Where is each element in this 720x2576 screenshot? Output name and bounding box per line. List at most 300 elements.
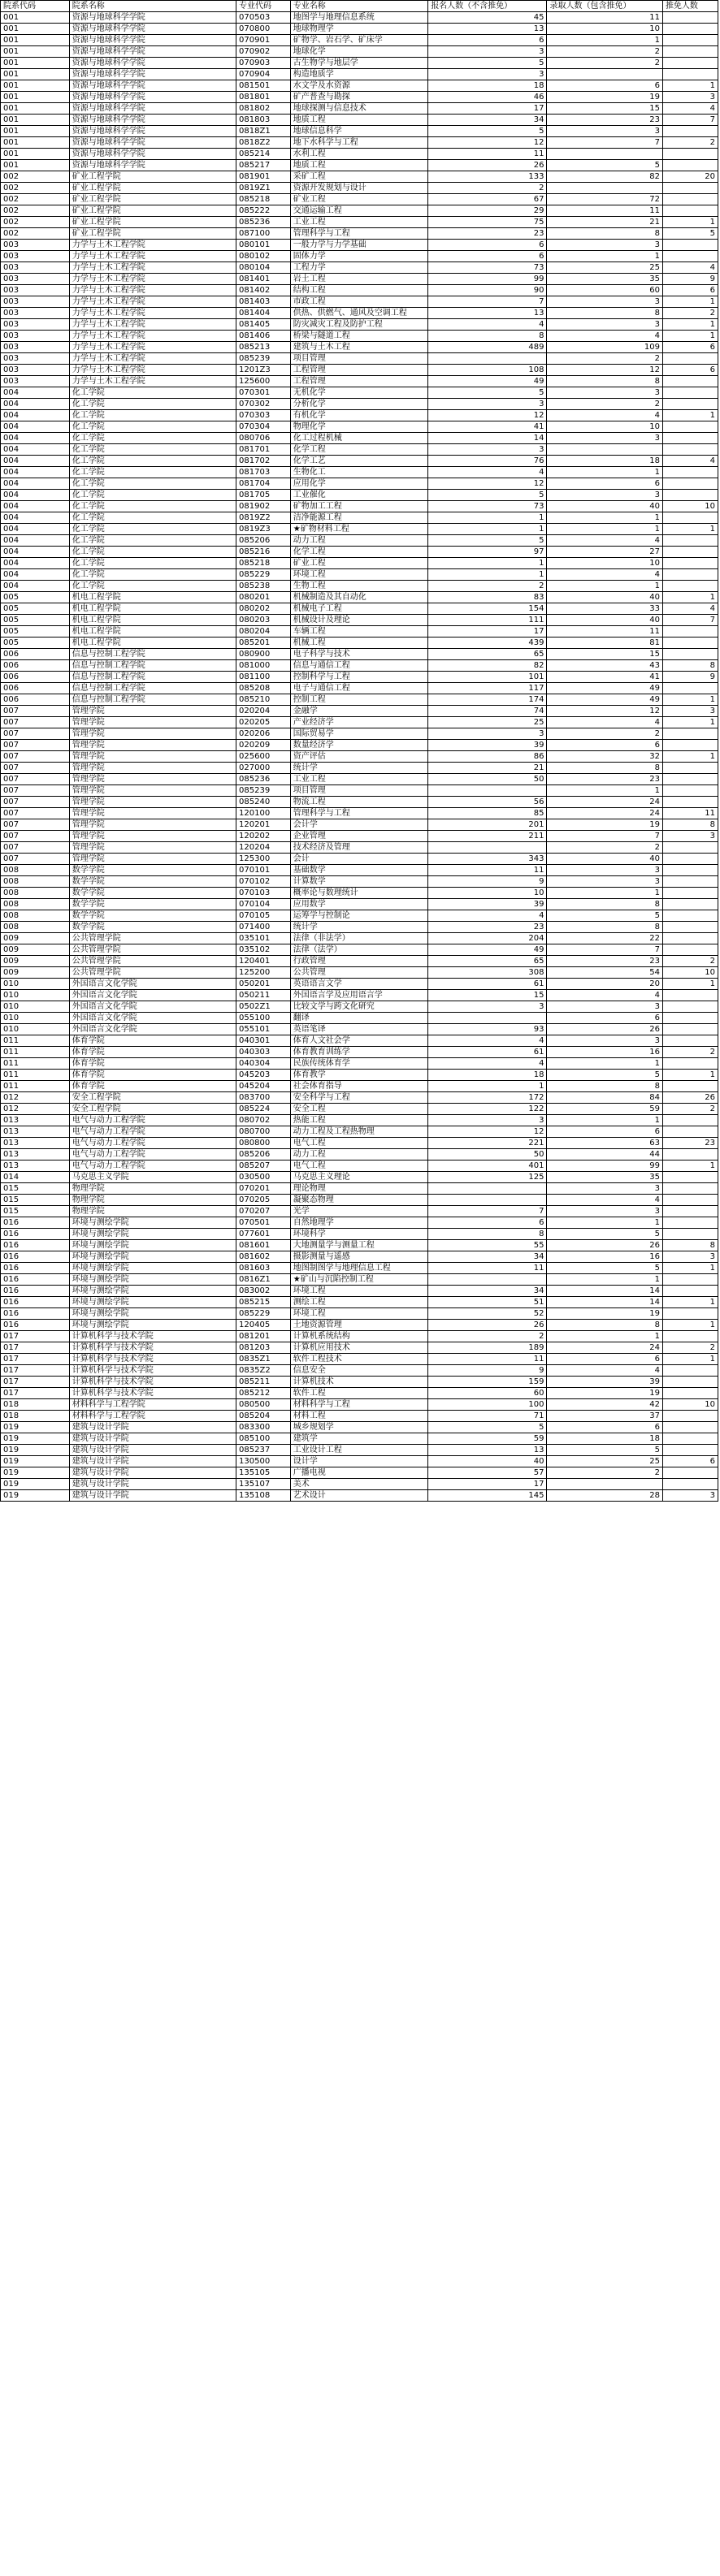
applicants-cell: 439 xyxy=(428,638,547,649)
major-code-cell: 070207 xyxy=(236,1206,291,1217)
dept-name-cell: 安全工程学院 xyxy=(69,1104,236,1115)
applicants-cell: 83 xyxy=(428,592,547,603)
major-name-cell: 动力工程及工程热物理 xyxy=(290,1126,427,1138)
major-code-cell: 135105 xyxy=(236,1467,291,1479)
table-row xyxy=(1,1104,718,1115)
applicants-cell: 49 xyxy=(428,376,547,387)
table-row xyxy=(1,1456,718,1467)
major-name-cell: 计算机应用技术 xyxy=(290,1342,427,1354)
table-row xyxy=(1,35,718,46)
dept-code-cell: 007 xyxy=(1,831,70,842)
dept-name-cell: 资源与地球科学学院 xyxy=(69,126,236,137)
major-name-cell: 材料工程 xyxy=(290,1411,427,1422)
table-row xyxy=(1,387,718,399)
admitted-cell: 4 xyxy=(547,990,662,1001)
recommended-cell: 1 xyxy=(662,1070,718,1081)
table-row xyxy=(1,24,718,35)
dept-name-cell: 力学与土木工程学院 xyxy=(69,262,236,274)
admitted-cell: 1 xyxy=(547,512,662,524)
major-code-cell: 040303 xyxy=(236,1047,291,1058)
dept-code-cell: 007 xyxy=(1,740,70,751)
applicants-cell: 40 xyxy=(428,1456,547,1467)
dept-name-cell: 计算机科学与技术学院 xyxy=(69,1388,236,1399)
admitted-cell: 15 xyxy=(547,649,662,660)
table-row xyxy=(1,944,718,956)
table-row xyxy=(1,1388,718,1399)
dept-code-cell: 003 xyxy=(1,353,70,365)
major-code-cell: 120204 xyxy=(236,842,291,854)
applicants-cell: 6 xyxy=(428,251,547,262)
major-name-cell: 分析化学 xyxy=(290,399,427,410)
major-name-cell: 环境工程 xyxy=(290,569,427,581)
major-name-cell: 矿物加工工程 xyxy=(290,501,427,512)
dept-name-cell: 环境与测绘学院 xyxy=(69,1297,236,1308)
dept-name-cell: 计算机科学与技术学院 xyxy=(69,1342,236,1354)
recommended-cell xyxy=(662,478,718,490)
dept-name-cell: 信息与控制工程学院 xyxy=(69,694,236,706)
recommended-cell xyxy=(662,1195,718,1206)
admitted-cell: 1 xyxy=(547,888,662,899)
applicants-cell xyxy=(428,1274,547,1286)
table-row xyxy=(1,763,718,774)
dept-code-cell: 016 xyxy=(1,1297,70,1308)
major-name-cell: 车辆工程 xyxy=(290,626,427,638)
dept-name-cell: 化工学院 xyxy=(69,581,236,592)
admitted-cell: 10 xyxy=(547,558,662,569)
applicants-cell: 34 xyxy=(428,115,547,126)
dept-name-cell: 管理学院 xyxy=(69,751,236,763)
applicants-cell: 13 xyxy=(428,1445,547,1456)
recommended-cell xyxy=(662,569,718,581)
admitted-cell: 7 xyxy=(547,137,662,149)
table-row xyxy=(1,274,718,285)
dept-name-cell: 物理学院 xyxy=(69,1195,236,1206)
major-code-cell: 0819Z1 xyxy=(236,183,291,194)
applicants-cell: 67 xyxy=(428,194,547,205)
table-row xyxy=(1,126,718,137)
admitted-cell: 6 xyxy=(547,80,662,92)
dept-code-cell: 003 xyxy=(1,319,70,331)
recommended-cell xyxy=(662,353,718,365)
admitted-cell: 8 xyxy=(547,763,662,774)
recommended-cell xyxy=(662,535,718,547)
dept-code-cell: 003 xyxy=(1,331,70,342)
major-code-cell: 120401 xyxy=(236,956,291,967)
dept-name-cell: 化工学院 xyxy=(69,399,236,410)
table-row xyxy=(1,160,718,171)
admitted-cell: 54 xyxy=(547,967,662,979)
admitted-cell: 42 xyxy=(547,1399,662,1411)
major-code-cell: 050211 xyxy=(236,990,291,1001)
major-code-cell: 070304 xyxy=(236,421,291,433)
dept-code-cell: 008 xyxy=(1,922,70,933)
major-name-cell: 理论物理 xyxy=(290,1183,427,1195)
applicants-cell: 86 xyxy=(428,751,547,763)
admitted-cell: 6 xyxy=(547,1013,662,1024)
table-row xyxy=(1,1297,718,1308)
admitted-cell: 2 xyxy=(547,353,662,365)
major-code-cell: 081402 xyxy=(236,285,291,296)
admitted-cell: 15 xyxy=(547,103,662,115)
admitted-cell xyxy=(547,444,662,456)
admitted-cell xyxy=(547,183,662,194)
major-code-cell: 135107 xyxy=(236,1479,291,1490)
applicants-cell: 61 xyxy=(428,1047,547,1058)
admitted-cell: 23 xyxy=(547,956,662,967)
major-code-cell: 077601 xyxy=(236,1229,291,1240)
admitted-cell: 72 xyxy=(547,194,662,205)
dept-code-cell: 006 xyxy=(1,649,70,660)
applicants-cell: 51 xyxy=(428,1297,547,1308)
applicants-cell: 56 xyxy=(428,797,547,808)
applicants-cell: 85 xyxy=(428,808,547,819)
dept-code-cell: 004 xyxy=(1,387,70,399)
major-name-cell: 地下水科学与工程 xyxy=(290,137,427,149)
table-row xyxy=(1,512,718,524)
dept-code-cell: 013 xyxy=(1,1138,70,1149)
major-code-cell: 0819Z2 xyxy=(236,512,291,524)
dept-name-cell: 公共管理学院 xyxy=(69,944,236,956)
dept-code-cell: 004 xyxy=(1,410,70,421)
applicants-cell: 71 xyxy=(428,1411,547,1422)
table-row xyxy=(1,467,718,478)
major-name-cell: 工业工程 xyxy=(290,774,427,785)
dept-name-cell: 建筑与设计学院 xyxy=(69,1433,236,1445)
table-row xyxy=(1,444,718,456)
major-name-cell: 物流工程 xyxy=(290,797,427,808)
dept-code-cell: 008 xyxy=(1,876,70,888)
major-name-cell: 矿业工程 xyxy=(290,194,427,205)
dept-name-cell: 力学与土木工程学院 xyxy=(69,342,236,353)
table-row xyxy=(1,819,718,831)
applicants-cell: 1 xyxy=(428,512,547,524)
applicants-cell xyxy=(428,842,547,854)
major-code-cell: 0819Z3 xyxy=(236,524,291,535)
table-row xyxy=(1,171,718,183)
dept-code-cell: 001 xyxy=(1,24,70,35)
dept-code-cell: 008 xyxy=(1,910,70,922)
applicants-cell: 49 xyxy=(428,944,547,956)
major-name-cell: 电子与通信工程 xyxy=(290,683,427,694)
major-name-cell: 电子科学与技术 xyxy=(290,649,427,660)
table-row xyxy=(1,1365,718,1377)
major-name-cell: 社会体育指导 xyxy=(290,1081,427,1092)
major-code-cell: 135108 xyxy=(236,1490,291,1502)
major-name-cell: 市政工程 xyxy=(290,296,427,308)
recommended-cell xyxy=(662,683,718,694)
recommended-cell: 6 xyxy=(662,342,718,353)
table-row xyxy=(1,46,718,58)
major-name-cell: 统计学 xyxy=(290,922,427,933)
table-row xyxy=(1,478,718,490)
table-row xyxy=(1,1263,718,1274)
dept-code-cell: 007 xyxy=(1,785,70,797)
applicants-cell xyxy=(428,1013,547,1024)
admitted-cell: 2 xyxy=(547,46,662,58)
dept-code-cell: 010 xyxy=(1,1013,70,1024)
dept-name-cell: 外国语言文化学院 xyxy=(69,1024,236,1035)
recommended-cell: 8 xyxy=(662,819,718,831)
admitted-cell: 5 xyxy=(547,910,662,922)
recommended-cell: 10 xyxy=(662,967,718,979)
dept-name-cell: 环境与测绘学院 xyxy=(69,1263,236,1274)
recommended-cell xyxy=(662,1479,718,1490)
table-row xyxy=(1,717,718,728)
dept-code-cell: 002 xyxy=(1,217,70,228)
table-row xyxy=(1,1183,718,1195)
dept-name-cell: 机电工程学院 xyxy=(69,638,236,649)
dept-name-cell: 资源与地球科学学院 xyxy=(69,92,236,103)
applicants-cell: 21 xyxy=(428,763,547,774)
dept-name-cell: 体育学院 xyxy=(69,1047,236,1058)
major-name-cell: 工程管理 xyxy=(290,365,427,376)
dept-code-cell: 001 xyxy=(1,149,70,160)
table-row xyxy=(1,626,718,638)
recommended-cell xyxy=(662,933,718,944)
major-code-cell: 130500 xyxy=(236,1456,291,1467)
dept-name-cell: 建筑与设计学院 xyxy=(69,1490,236,1502)
applicants-cell: 204 xyxy=(428,933,547,944)
major-name-cell: 技术经济及管理 xyxy=(290,842,427,854)
recommended-cell: 2 xyxy=(662,1342,718,1354)
dept-code-cell: 002 xyxy=(1,171,70,183)
admitted-cell: 40 xyxy=(547,854,662,865)
applicants-cell: 12 xyxy=(428,410,547,421)
recommended-cell xyxy=(662,149,718,160)
applicants-cell: 5 xyxy=(428,126,547,137)
table-body xyxy=(1,12,718,1502)
admitted-cell xyxy=(547,69,662,80)
table-row xyxy=(1,1206,718,1217)
major-code-cell: 081602 xyxy=(236,1251,291,1263)
dept-code-cell: 002 xyxy=(1,205,70,217)
dept-code-cell: 003 xyxy=(1,342,70,353)
dept-name-cell: 矿业工程学院 xyxy=(69,183,236,194)
major-name-cell: 无机化学 xyxy=(290,387,427,399)
major-code-cell: 085224 xyxy=(236,1104,291,1115)
recommended-cell xyxy=(662,1013,718,1024)
major-name-cell: 建筑学 xyxy=(290,1433,427,1445)
header-admitted: 录取人数（包含推免） xyxy=(547,1,662,12)
table-row xyxy=(1,80,718,92)
admitted-cell: 24 xyxy=(547,1342,662,1354)
dept-name-cell: 数学学院 xyxy=(69,865,236,876)
admitted-cell: 3 xyxy=(547,387,662,399)
dept-name-cell: 化工学院 xyxy=(69,501,236,512)
major-code-cell: 081902 xyxy=(236,501,291,512)
admitted-cell xyxy=(547,149,662,160)
applicants-cell: 18 xyxy=(428,1070,547,1081)
applicants-cell: 34 xyxy=(428,1286,547,1297)
table-row xyxy=(1,433,718,444)
dept-code-cell: 011 xyxy=(1,1058,70,1070)
major-code-cell: 081701 xyxy=(236,444,291,456)
dept-code-cell: 004 xyxy=(1,547,70,558)
applicants-cell: 11 xyxy=(428,1263,547,1274)
dept-name-cell: 资源与地球科学学院 xyxy=(69,46,236,58)
admitted-cell: 19 xyxy=(547,819,662,831)
dept-code-cell: 007 xyxy=(1,774,70,785)
admitted-cell: 35 xyxy=(547,1172,662,1183)
applicants-cell: 12 xyxy=(428,137,547,149)
dept-name-cell: 管理学院 xyxy=(69,740,236,751)
applicants-cell: 9 xyxy=(428,876,547,888)
dept-code-cell: 008 xyxy=(1,899,70,910)
recommended-cell xyxy=(662,46,718,58)
applicants-cell: 174 xyxy=(428,694,547,706)
recommended-cell: 20 xyxy=(662,171,718,183)
dept-name-cell: 数学学院 xyxy=(69,922,236,933)
dept-code-cell: 017 xyxy=(1,1377,70,1388)
table-row xyxy=(1,785,718,797)
header-applicants: 报名人数（不含推免） xyxy=(428,1,547,12)
admitted-cell: 3 xyxy=(547,240,662,251)
admitted-cell: 7 xyxy=(547,944,662,956)
table-row xyxy=(1,1013,718,1024)
major-name-cell: 工程管理 xyxy=(290,376,427,387)
applicants-cell: 13 xyxy=(428,24,547,35)
major-name-cell: 矿产普查与勘探 xyxy=(290,92,427,103)
dept-code-cell: 007 xyxy=(1,728,70,740)
applicants-cell: 55 xyxy=(428,1240,547,1251)
admitted-cell: 28 xyxy=(547,1490,662,1502)
major-code-cell: 070800 xyxy=(236,24,291,35)
dept-code-cell: 001 xyxy=(1,103,70,115)
major-code-cell: 0816Z1 xyxy=(236,1274,291,1286)
dept-code-cell: 016 xyxy=(1,1263,70,1274)
recommended-cell xyxy=(662,797,718,808)
dept-code-cell: 019 xyxy=(1,1445,70,1456)
table-row xyxy=(1,1070,718,1081)
table-row xyxy=(1,331,718,342)
recommended-cell xyxy=(662,12,718,24)
major-code-cell: 070904 xyxy=(236,69,291,80)
major-code-cell: 085238 xyxy=(236,581,291,592)
recommended-cell xyxy=(662,1183,718,1195)
table-row xyxy=(1,1490,718,1502)
dept-name-cell: 机电工程学院 xyxy=(69,603,236,615)
major-code-cell: 085236 xyxy=(236,774,291,785)
major-code-cell: 081501 xyxy=(236,80,291,92)
dept-code-cell: 001 xyxy=(1,137,70,149)
dept-name-cell: 计算机科学与技术学院 xyxy=(69,1331,236,1342)
recommended-cell: 6 xyxy=(662,365,718,376)
dept-name-cell: 矿业工程学院 xyxy=(69,171,236,183)
recommended-cell xyxy=(662,1149,718,1160)
applicants-cell: 11 xyxy=(428,1354,547,1365)
table-row xyxy=(1,774,718,785)
dept-code-cell: 012 xyxy=(1,1092,70,1104)
recommended-cell xyxy=(662,1308,718,1320)
major-name-cell: 生物化工 xyxy=(290,467,427,478)
recommended-cell xyxy=(662,194,718,205)
major-name-cell: 体育人文社会学 xyxy=(290,1035,427,1047)
major-name-cell: 机械电子工程 xyxy=(290,603,427,615)
table-row xyxy=(1,1195,718,1206)
admitted-cell: 1 xyxy=(547,251,662,262)
major-name-cell: 比较文学与跨文化研究 xyxy=(290,1001,427,1013)
dept-name-cell: 环境与测绘学院 xyxy=(69,1308,236,1320)
major-name-cell: 环境工程 xyxy=(290,1286,427,1297)
dept-name-cell: 力学与土木工程学院 xyxy=(69,274,236,285)
major-name-cell: 机械设计及理论 xyxy=(290,615,427,626)
dept-name-cell: 资源与地球科学学院 xyxy=(69,69,236,80)
dept-code-cell: 003 xyxy=(1,262,70,274)
major-code-cell: 080102 xyxy=(236,251,291,262)
major-code-cell: 080101 xyxy=(236,240,291,251)
dept-code-cell: 004 xyxy=(1,467,70,478)
recommended-cell xyxy=(662,126,718,137)
major-name-cell: 摄影测量与遥感 xyxy=(290,1251,427,1263)
recommended-cell: 6 xyxy=(662,285,718,296)
major-name-cell: 工业催化 xyxy=(290,490,427,501)
dept-code-cell: 011 xyxy=(1,1081,70,1092)
applicants-cell: 11 xyxy=(428,149,547,160)
applicants-cell: 8 xyxy=(428,331,547,342)
dept-name-cell: 数学学院 xyxy=(69,899,236,910)
dept-name-cell: 资源与地球科学学院 xyxy=(69,24,236,35)
major-name-cell: 一般力学与力学基础 xyxy=(290,240,427,251)
major-name-cell: 建筑与土木工程 xyxy=(290,342,427,353)
table-row xyxy=(1,1342,718,1354)
dept-code-cell: 004 xyxy=(1,433,70,444)
major-code-cell: 070901 xyxy=(236,35,291,46)
admitted-cell: 23 xyxy=(547,774,662,785)
major-name-cell: 项目管理 xyxy=(290,785,427,797)
major-name-cell: 广播电视 xyxy=(290,1467,427,1479)
table-row xyxy=(1,376,718,387)
major-code-cell: 070104 xyxy=(236,899,291,910)
dept-code-cell: 007 xyxy=(1,797,70,808)
dept-code-cell: 017 xyxy=(1,1365,70,1377)
applicants-cell: 1 xyxy=(428,558,547,569)
major-code-cell: 085210 xyxy=(236,694,291,706)
major-name-cell: 环境科学 xyxy=(290,1229,427,1240)
major-name-cell: 自然地理学 xyxy=(290,1217,427,1229)
major-code-cell: 083002 xyxy=(236,1286,291,1297)
major-code-cell: 070903 xyxy=(236,58,291,69)
dept-code-cell: 011 xyxy=(1,1070,70,1081)
dept-code-cell: 010 xyxy=(1,979,70,990)
dept-name-cell: 机电工程学院 xyxy=(69,615,236,626)
dept-name-cell: 外国语言文化学院 xyxy=(69,1013,236,1024)
major-name-cell: 设计学 xyxy=(290,1456,427,1467)
table-row xyxy=(1,1479,718,1490)
applicants-cell: 4 xyxy=(428,467,547,478)
major-name-cell: 生物工程 xyxy=(290,581,427,592)
recommended-cell: 4 xyxy=(662,262,718,274)
major-name-cell: 会计学 xyxy=(290,819,427,831)
admitted-cell: 2 xyxy=(547,1467,662,1479)
admitted-cell: 12 xyxy=(547,706,662,717)
table-row xyxy=(1,592,718,603)
major-name-cell: 机械工程 xyxy=(290,638,427,649)
major-name-cell: 计算数学 xyxy=(290,876,427,888)
major-code-cell: 0818Z1 xyxy=(236,126,291,137)
admitted-cell: 59 xyxy=(547,1104,662,1115)
admitted-cell: 1 xyxy=(547,1115,662,1126)
applicants-cell: 308 xyxy=(428,967,547,979)
major-code-cell: 125600 xyxy=(236,376,291,387)
header-recommended: 推免人数 xyxy=(662,1,718,12)
major-name-cell: 光学 xyxy=(290,1206,427,1217)
admitted-cell: 1 xyxy=(547,1274,662,1286)
dept-code-cell: 004 xyxy=(1,444,70,456)
major-name-cell: 化工过程机械 xyxy=(290,433,427,444)
dept-name-cell: 力学与土木工程学院 xyxy=(69,251,236,262)
major-name-cell: 运筹学与控制论 xyxy=(290,910,427,922)
dept-code-cell: 016 xyxy=(1,1229,70,1240)
